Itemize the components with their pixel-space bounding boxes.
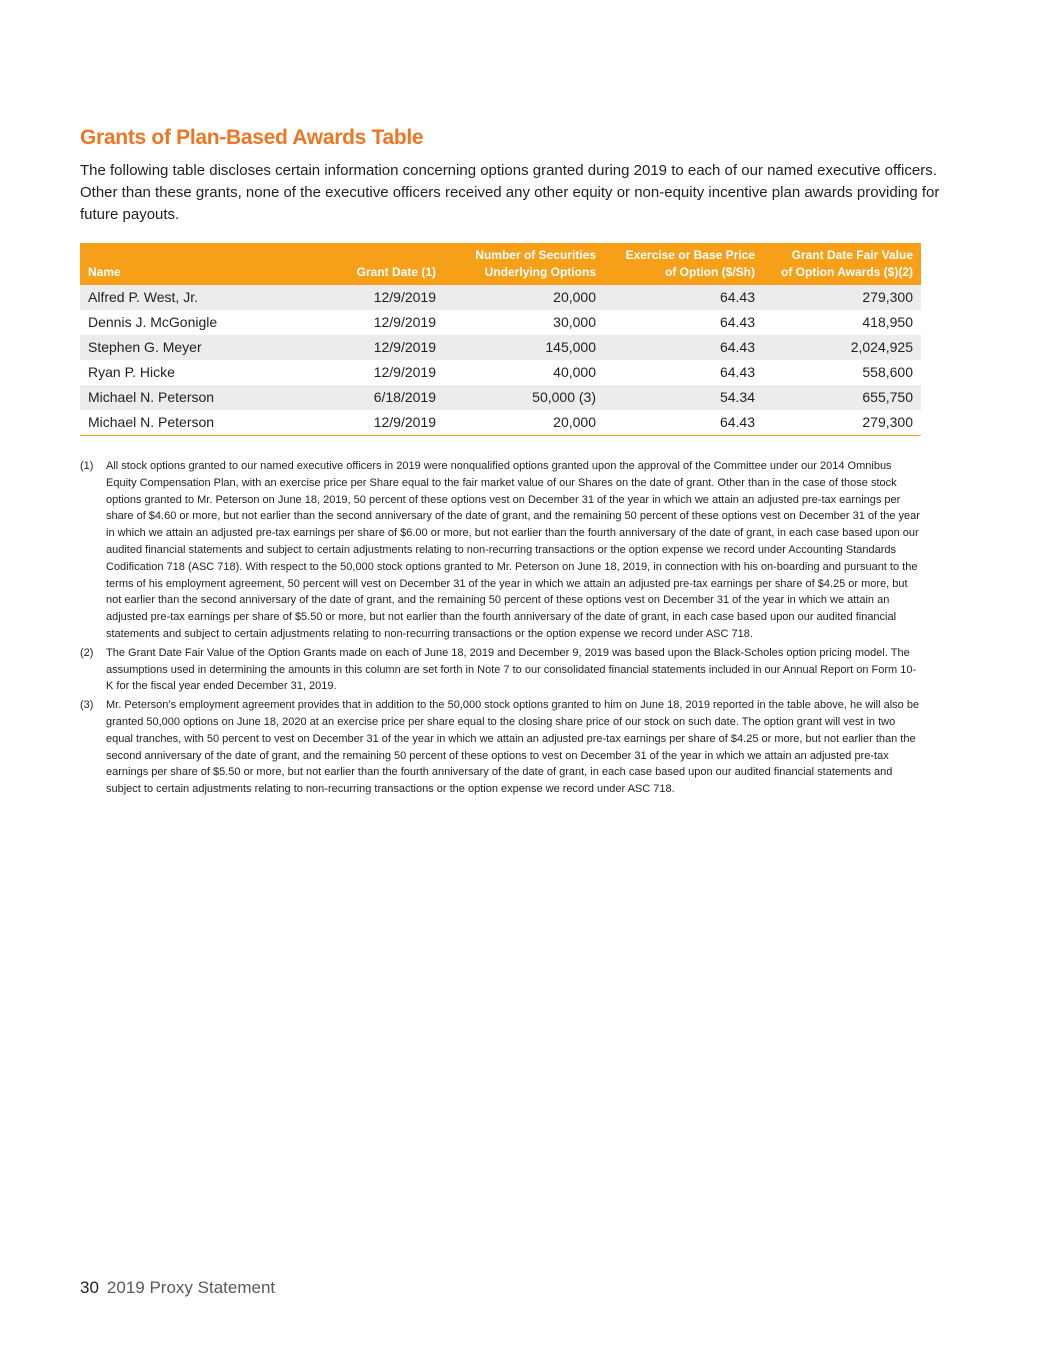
cell-name: Dennis J. McGonigle (88, 314, 218, 330)
footnote-text: All stock options granted to our named executive officers in 2019 were nonqualified options granted upon the approval of the Committee under our 2014 Omnibus Equity Compensation Plan, with an exercise price per Share equal to the fair market value of our Shares on the date of grant. Other than in the case of those stock options granted to Mr. Peterson on June 18, 2019, 50 percent of these options vest on December 31 of the year in which we attain an adjusted pre-tax earnings per share of $4.60 or more, but not earlier than the second anniversary of the date of grant, and the remaining 50 percent of these options vest on December 31 of the year in which we attain an adjusted pre-tax earnings per share of $6.00 or more, but not earlier than the fourth anniversary of the date of grant, in each case based upon our audited financial statements and subject to certain adjustments relating to non-recurring transactions or the option expense we record under Accounting Standards Codification 718 (ASC 718). With respect to the 50,000 stock options granted to Mr. Peterson on June 18, 2019, in connection with his on-boarding and pursuant to the terms of his employment agreement, 50 percent will vest on December 31 of the year in which we attain an adjusted pre-tax earnings per share of $4.25 or more, but not earlier than the second anniversary of the date of grant, and the remaining 50 percent of these options vest on December 31 of the year in which we attain an adjusted pre-tax earnings per share of $5.50 or more, but not earlier than the fourth anniversary of the date of grant, in each case based upon our audited financial statements and subject to certain adjustments relating to non-recurring transactions or the option expense we record under ASC 718. (106, 460, 920, 640)
cell-securities: 40,000 (553, 364, 596, 380)
cell-exercise-price: 64.43 (604, 410, 763, 436)
grants-table (80, 243, 921, 436)
cell-securities: 145,000 (444, 335, 604, 360)
cell-grant-date: 12/9/2019 (373, 314, 436, 330)
cell-fair-value: 558,600 (862, 364, 913, 380)
cell-exercise-price: 64.43 (719, 364, 755, 380)
cell-grant-date: 12/9/2019 (278, 285, 444, 310)
cell-grant-date: 12/9/2019 (278, 410, 444, 436)
cell-fair-value: 279,300 (763, 410, 921, 436)
table-row (80, 310, 921, 335)
cell-fair-value: 2,024,925 (763, 335, 921, 360)
section-title: Grants of Plan-Based Awards Table (80, 126, 424, 149)
cell-exercise-price: 64.43 (604, 285, 763, 310)
footnote (80, 645, 922, 695)
footnote-text: The Grant Date Fair Value of the Option Grants made on each of June 18, 2019 and December 9, 2019 was based upon the Black-Scholes option pricing model. The assumptions used in determining the amounts in this column are set forth in Note 7 to our consolidated financial statements included in our Annual Report on Form 10-K for the fiscal year ended December 31, 2019. (106, 646, 917, 693)
footnote-marker: (1) (80, 460, 94, 472)
footnote-text: Mr. Peterson’s employment agreement provides that in addition to the 50,000 stock options granted to him on June 18, 2019 reported in the table above, he will also be granted 50,000 options on June 18, 2020 at an exercise price per share equal to the closing share price of our stock on such date. The option grant will vest in two equal tranches, with 50 percent to vest on December 31 of the year in which we attain an adjusted pre-tax earnings per share of $4.25 or more, but not earlier than the second anniversary of the date of grant, and the remaining 50 percent of these options to vest on December 31 of the year in which we attain an adjusted pre-tax earnings per share of $5.50 or more, but not earlier than the fourth anniversary of the date of grant, in each case based upon our audited financial statements and subject to certain adjustments relating to non-recurring transactions or the option expense we record under ASC 718. (106, 699, 920, 796)
cell-name: Stephen G. Meyer (80, 335, 278, 360)
table-row (80, 360, 921, 385)
table-row (80, 410, 921, 436)
cell-exercise-price: 64.43 (604, 335, 763, 360)
header-exercise-price: Exercise or Base Price of Option ($/Sh) (604, 243, 763, 285)
table-row (80, 335, 921, 360)
cell-grant-date: 12/9/2019 (278, 335, 444, 360)
header-grant-date: Grant Date (1) (278, 243, 444, 285)
table-row (80, 285, 921, 310)
cell-fair-value: 418,950 (862, 314, 913, 330)
footnote (80, 697, 922, 798)
page-footer (80, 1278, 275, 1298)
footnote-marker: (2) (80, 646, 94, 659)
cell-securities: 50,000 (3) (444, 385, 604, 410)
footnote-marker: (3) (80, 699, 94, 712)
header-name: Name (80, 243, 278, 285)
cell-name: Michael N. Peterson (80, 385, 278, 410)
cell-name: Michael N. Peterson (80, 410, 278, 436)
table-header-row (80, 243, 921, 285)
cell-securities: 20,000 (444, 285, 604, 310)
cell-securities: 30,000 (553, 314, 596, 330)
cell-exercise-price: 54.34 (604, 385, 763, 410)
cell-exercise-price: 64.43 (719, 314, 755, 330)
document-title: 2019 Proxy Statement (106, 1278, 276, 1297)
cell-fair-value: 279,300 (763, 285, 921, 310)
footnotes (80, 458, 922, 800)
table-row (80, 385, 921, 410)
header-fair-value: Grant Date Fair Value of Option Awards ($)(2) (763, 243, 921, 285)
footnote (80, 458, 922, 643)
cell-securities: 20,000 (444, 410, 604, 436)
cell-name: Ryan P. Hicke (88, 364, 175, 380)
cell-grant-date: 12/9/2019 (373, 364, 436, 380)
intro-paragraph: The following table discloses certain information concerning options granted during 2019 to each of our named executive officers. Other than these grants, none of the executive officers received any other equity or non-equity incentive plan awards providing for future payouts. (80, 162, 940, 223)
page-number: 30 (80, 1278, 99, 1297)
cell-grant-date: 6/18/2019 (278, 385, 444, 410)
header-securities: Number of Securities Underlying Options (444, 243, 604, 285)
cell-name: Alfred P. West, Jr. (80, 285, 278, 310)
cell-fair-value: 655,750 (763, 385, 921, 410)
